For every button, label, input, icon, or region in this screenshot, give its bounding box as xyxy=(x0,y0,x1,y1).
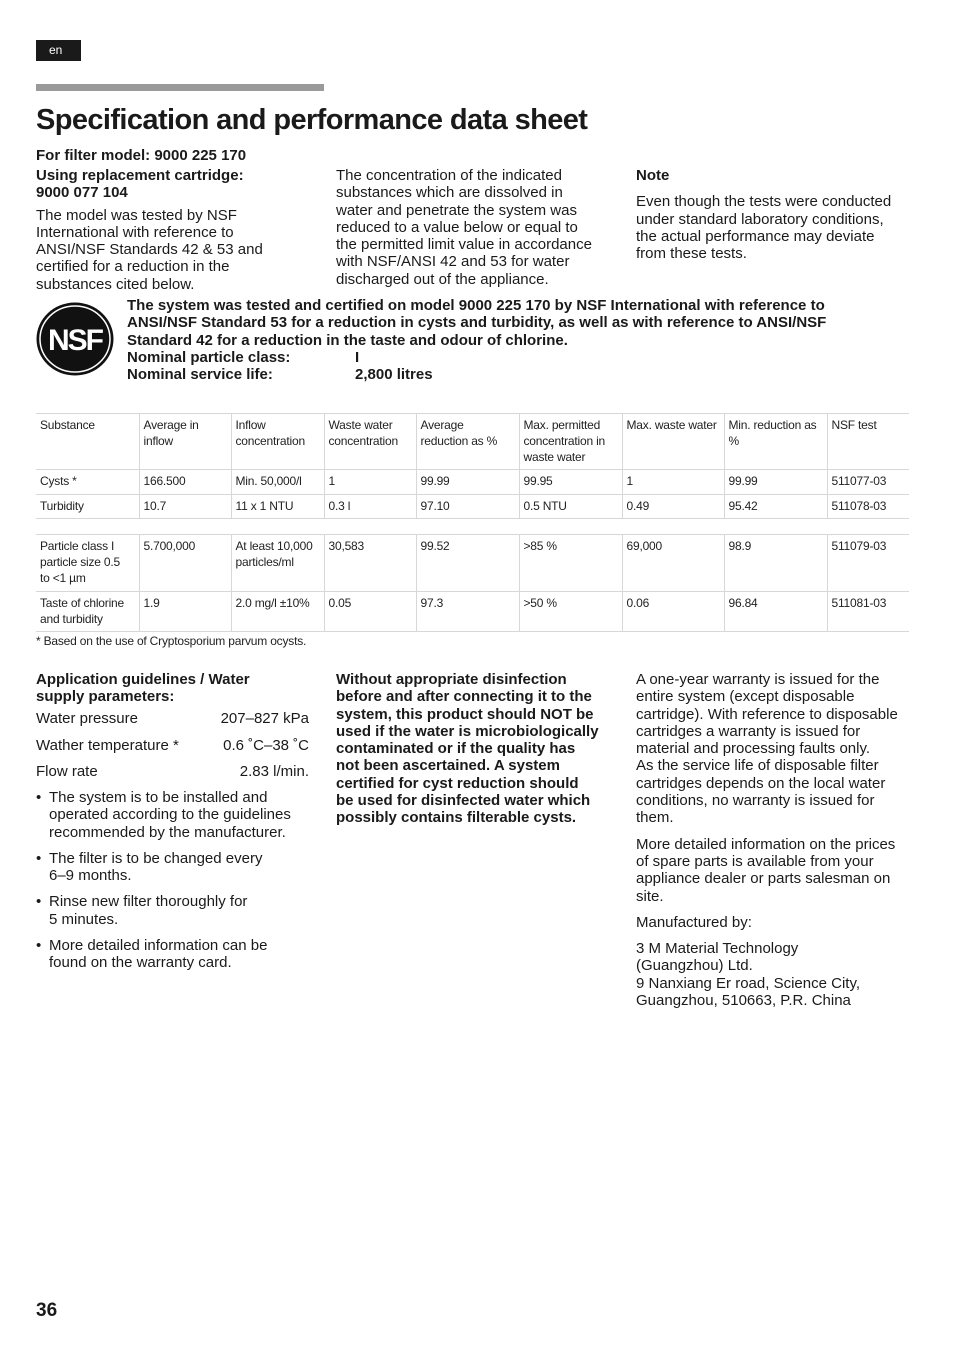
service-life-label: Nominal service life: xyxy=(127,366,273,384)
text-line: Even though the tests were conducted xyxy=(636,193,892,211)
nsf-certification xyxy=(127,297,907,383)
text-line: 6–9 months. xyxy=(49,867,132,885)
list-item xyxy=(36,937,316,972)
text-line: concentration xyxy=(235,434,305,448)
supply-parameters xyxy=(36,710,309,790)
table-cell xyxy=(36,592,139,632)
list-item xyxy=(36,850,316,885)
text-line: possibly contains filterable cysts. xyxy=(336,809,577,827)
text-line: waste water xyxy=(523,450,586,464)
text-line: 511078-03 xyxy=(831,499,887,513)
text-line: substances which are dissolved in xyxy=(336,184,563,202)
text-line: Average in xyxy=(143,418,199,432)
table-cell xyxy=(519,470,622,495)
text-line: International with reference to xyxy=(36,223,234,241)
table-row xyxy=(36,592,909,632)
text-line: Particle class I xyxy=(40,539,115,553)
language-badge: en xyxy=(36,40,81,61)
column-header xyxy=(36,414,139,470)
text-line: The concentration of the indicated xyxy=(336,167,562,184)
list-item xyxy=(36,893,316,928)
warranty-column xyxy=(636,671,916,1018)
intro-column-2 xyxy=(336,167,616,288)
text-line: >50 % xyxy=(523,596,557,610)
text-line: 10.7 xyxy=(143,499,167,513)
note-heading: Note xyxy=(636,167,670,184)
text-line: system, this product should NOT be xyxy=(336,705,594,723)
text-line: Without appropriate disinfection xyxy=(336,671,567,688)
text-line: 0.49 xyxy=(626,499,650,513)
text-line: Turbidity xyxy=(40,499,84,513)
table-cell xyxy=(139,495,231,519)
table-cell xyxy=(324,495,416,519)
text-line: 2.0 mg/l ±10% xyxy=(235,596,310,610)
text-line: 98.9 xyxy=(728,539,752,553)
text-line: recommended by the manufacturer. xyxy=(49,823,286,841)
text-line: 511081-03 xyxy=(831,596,887,610)
text-line: At least 10,000 xyxy=(235,539,313,553)
text-line: cartridges depends on the local water xyxy=(636,774,886,792)
text-line: As the service life of disposable filter xyxy=(636,757,879,775)
column-header xyxy=(724,414,827,470)
intro-text-1 xyxy=(36,207,316,293)
text-line: certified for a reduction in the xyxy=(36,258,230,276)
text-line: 69,000 xyxy=(626,539,663,553)
text-line: % xyxy=(728,434,739,448)
particle-class-row xyxy=(127,349,907,366)
text-line: the permitted limit value in accordance xyxy=(336,236,592,254)
nsf-certification-text xyxy=(127,297,907,349)
text-line: 3 M Material Technology xyxy=(636,940,799,958)
manufactured-by-label: Manufactured by: xyxy=(636,913,752,931)
filter-model: For filter model: 9000 225 170 xyxy=(36,147,247,164)
text-line: 166.500 xyxy=(143,474,186,488)
parameter-row xyxy=(36,710,309,737)
text-line: 1 xyxy=(626,474,633,488)
text-line: concentration in xyxy=(523,434,606,448)
nsf-logo-text: NSF xyxy=(48,324,102,357)
parameter-value: 2.83 l/min. xyxy=(239,763,309,780)
table-row xyxy=(36,495,909,519)
table-cell xyxy=(324,592,416,632)
guideline-list xyxy=(36,789,316,981)
table-cell xyxy=(622,592,724,632)
text-line: entire system (except disposable xyxy=(636,688,855,706)
intro-column-1 xyxy=(36,167,316,293)
text-line: Average xyxy=(420,418,464,432)
text-line: from these tests. xyxy=(636,245,747,263)
table-cell xyxy=(622,470,724,495)
text-line: More detailed information on the prices xyxy=(636,835,896,853)
text-line: 5 minutes. xyxy=(49,910,119,928)
text-line: >85 % xyxy=(523,539,557,553)
parameter-value: 0.6 ˚C–38 ˚C xyxy=(223,736,309,754)
text-line: site. xyxy=(636,887,664,905)
parameter-row xyxy=(36,763,309,790)
text-line: ANSI/NSF Standard 53 for a reduction in cysts and turbidity, as well as with reference to ANSI/NSF xyxy=(127,314,827,332)
disinfection-warning xyxy=(336,671,614,827)
parameter-row xyxy=(36,737,309,764)
page-title: Specification and performance data sheet xyxy=(36,104,588,136)
text-line: 30,583 xyxy=(328,539,365,553)
column-header xyxy=(622,414,724,470)
table-cell xyxy=(622,535,724,592)
spare-parts-text xyxy=(636,836,916,905)
text-line: them. xyxy=(636,809,674,827)
text-line: The model was tested by NSF xyxy=(36,206,237,224)
table-cell xyxy=(139,592,231,632)
table-cell xyxy=(416,592,519,632)
manufacturer-address xyxy=(636,940,916,1009)
text-line: cartridges a warranty is issued for xyxy=(636,722,861,740)
table-spacer-row xyxy=(36,519,909,535)
text-line: 99.52 xyxy=(420,539,450,553)
parameter-value: 207–827 kPa xyxy=(220,710,309,727)
performance-table xyxy=(36,413,909,632)
text-line: Min. 50,000/l xyxy=(235,474,302,488)
table-cell xyxy=(519,592,622,632)
text-line: 1.9 xyxy=(143,596,160,610)
text-line: and turbidity xyxy=(40,612,103,626)
note-text xyxy=(636,193,916,262)
text-line: Max. permitted xyxy=(523,418,601,432)
text-line: • The system is to be installed and xyxy=(49,789,268,806)
text-line: (Guangzhou) Ltd. xyxy=(636,957,753,975)
text-line: particles/ml xyxy=(235,555,294,569)
table-cell xyxy=(139,535,231,592)
text-line: 95.42 xyxy=(728,499,758,513)
text-line: not been ascertained. A system xyxy=(336,757,560,775)
cartridge-info: Using replacement cartridge: 9000 077 104 xyxy=(36,167,244,202)
text-line: 0.3 l xyxy=(328,499,351,513)
text-line: found on the warranty card. xyxy=(49,954,232,972)
column-header xyxy=(324,414,416,470)
text-line: supply parameters: xyxy=(36,688,175,706)
table-cell xyxy=(827,535,909,592)
text-line: particle size 0.5 xyxy=(40,555,120,569)
text-line: Waste water xyxy=(328,418,393,432)
warranty-text xyxy=(636,671,916,827)
table-header-row xyxy=(36,414,909,470)
column-header xyxy=(827,414,909,470)
table-spacer xyxy=(36,519,909,535)
table-cell xyxy=(231,470,324,495)
text-line: Min. reduction as xyxy=(728,418,817,432)
table-cell xyxy=(622,495,724,519)
table-cell xyxy=(231,535,324,592)
application-guidelines-heading xyxy=(36,671,316,706)
table-cell xyxy=(324,470,416,495)
column-header xyxy=(519,414,622,470)
parameter-label: Wather temperature * xyxy=(36,736,179,754)
list-item xyxy=(36,789,316,841)
table-cell xyxy=(724,592,827,632)
text-line: 511079-03 xyxy=(831,539,887,553)
text-line: Standard 42 for a reduction in the taste and odour of chlorine. xyxy=(127,331,568,349)
text-line: 96.84 xyxy=(728,596,758,610)
text-line: operated according to the guidelines xyxy=(49,806,291,824)
table-cell xyxy=(724,495,827,519)
nsf-logo-icon xyxy=(36,302,114,376)
table-cell xyxy=(416,535,519,592)
text-line: Application guidelines / Water xyxy=(36,671,250,688)
column-header xyxy=(416,414,519,470)
text-line: A one-year warranty is issued for the xyxy=(636,671,880,688)
text-line: reduction as % xyxy=(420,434,498,448)
text-line: used if the water is microbiologically xyxy=(336,722,599,740)
text-line: Substance xyxy=(40,418,95,432)
text-line: be used for disinfected water which xyxy=(336,792,591,810)
text-line: with NSF/ANSI 42 and 53 for water xyxy=(336,253,570,271)
column-header xyxy=(139,414,231,470)
parameter-label: Water pressure xyxy=(36,710,138,727)
table-cell xyxy=(139,470,231,495)
text-line: 99.99 xyxy=(420,474,450,488)
table-cell xyxy=(827,470,909,495)
intro-text-2 xyxy=(336,167,616,288)
text-line: 511077-03 xyxy=(831,474,887,488)
text-line: 0.5 NTU xyxy=(523,499,567,513)
text-line: contaminated or if the quality has xyxy=(336,740,576,758)
parameter-label: Flow rate xyxy=(36,763,98,780)
table-cell xyxy=(827,592,909,632)
text-line: discharged out of the appliance. xyxy=(336,270,549,288)
text-line: NSF test xyxy=(831,418,877,432)
table-cell xyxy=(519,495,622,519)
text-line: • The filter is to be changed every xyxy=(49,849,263,867)
text-line: appliance dealer or parts salesman on xyxy=(636,870,891,888)
text-line: Taste of chlorine xyxy=(40,596,124,610)
text-line: of spare parts is available from your xyxy=(636,852,874,870)
text-line: conditions, no warranty is issued for xyxy=(636,792,875,810)
table-row xyxy=(36,535,909,592)
table-cell xyxy=(416,470,519,495)
column-header xyxy=(231,414,324,470)
text-line: 5.700,000 xyxy=(143,539,196,553)
note-column xyxy=(636,167,916,262)
table-cell xyxy=(724,470,827,495)
text-line: • Rinse new filter thoroughly for xyxy=(49,893,248,911)
text-line: 9 Nanxiang Er road, Science City, xyxy=(636,974,860,992)
text-line: before and after connecting it to the xyxy=(336,688,592,706)
text-line: 99.95 xyxy=(523,474,553,488)
text-line: The system was tested and certified on model 9000 225 170 by NSF International with reference to xyxy=(127,297,825,314)
text-line: substances cited below. xyxy=(36,275,195,293)
text-line: 1 xyxy=(328,474,335,488)
service-life-row xyxy=(127,366,907,383)
table-cell xyxy=(416,495,519,519)
page-number: 36 xyxy=(36,1300,58,1321)
text-line: 97.10 xyxy=(420,499,450,513)
text-line: certified for cyst reduction should xyxy=(336,774,579,792)
text-line: 11 x 1 NTU xyxy=(235,499,294,513)
text-line: water and penetrate the system was xyxy=(336,201,577,219)
particle-class-label: Nominal particle class: xyxy=(127,348,291,366)
text-line: cartridge). With reference to disposable xyxy=(636,705,898,723)
text-line: under standard laboratory conditions, xyxy=(636,210,884,228)
table-cell xyxy=(231,592,324,632)
text-line: Inflow xyxy=(235,418,266,432)
text-line: Max. waste water xyxy=(626,418,717,432)
text-line: ANSI/NSF Standards 42 & 53 and xyxy=(36,241,263,259)
text-line: concentration xyxy=(328,434,398,448)
table-cell xyxy=(827,495,909,519)
text-line: 97.3 xyxy=(420,596,444,610)
text-line: the actual performance may deviate xyxy=(636,227,875,245)
table-cell xyxy=(36,495,139,519)
text-line: to <1 µm xyxy=(40,571,86,585)
table-row xyxy=(36,470,909,495)
service-life-value: 2,800 litres xyxy=(355,366,433,384)
text-line: 99.99 xyxy=(728,474,758,488)
text-line: 0.06 xyxy=(626,596,650,610)
text-line: Cysts * xyxy=(40,474,77,488)
table-footnote: * Based on the use of Cryptosporium parvum ocysts. xyxy=(36,634,307,648)
text-line: • More detailed information can be xyxy=(49,937,268,955)
table-cell xyxy=(36,470,139,495)
text-line: material and processing faults only. xyxy=(636,740,871,758)
table-cell xyxy=(724,535,827,592)
table-cell xyxy=(324,535,416,592)
header-rule xyxy=(36,84,324,91)
text-line: 0.05 xyxy=(328,596,352,610)
text-line: inflow xyxy=(143,434,173,448)
table-cell xyxy=(231,495,324,519)
text-line: reduced to a value below or equal to xyxy=(336,218,578,236)
text-line: Guangzhou, 510663, P.R. China xyxy=(636,992,851,1010)
table-cell xyxy=(36,535,139,592)
particle-class-value: I xyxy=(355,348,360,366)
table-cell xyxy=(519,535,622,592)
